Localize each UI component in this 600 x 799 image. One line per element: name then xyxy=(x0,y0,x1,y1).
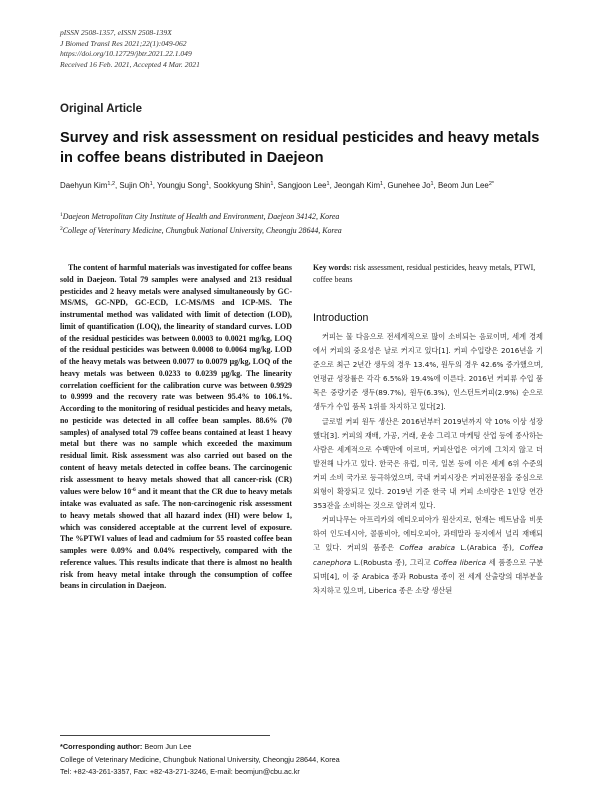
intro-paragraph: 커피나무는 아프리카의 에티오피아가 원산지로, 현재는 베트남을 비롯하여 인도네시아, 콜롬비아, 에티오피아, 과테말라 등지에서 널리 재배되고 있다. 커피의 품종은 Coffea arabica L.(Arabica 종), Coffea canephora L.(Robusta 종), 그리고 Coffea liberica 세 품종으로 구분되며[4], 이 중 Arabica 종과 Robusta 종이 전 세계 산출량의 대부분을 차지하고 있으며, Liberica 종은 소량 생산된 xyxy=(313,515,543,595)
abstract xyxy=(60,262,292,592)
corresponding-author xyxy=(60,741,340,779)
journal-citation: J Biomed Transl Res 2021;22(1):049-062 xyxy=(60,38,187,48)
keywords xyxy=(313,262,543,285)
introduction-heading: Introduction xyxy=(313,312,369,324)
abstract-text: The content of harmful materials was investigated for coffee beans sold in Daejeon. Total 79 samples were analysed and 213 residual pesticides and 2 heavy metals were analysed simultaneously by GC-MS/MS, GC-NPD, GC-ECD, LC-MS/MS and ICP-MS. The instrumental method was validated with limit of detection (LOD), limit of quantification (LOQ), the linearity of standard curves. LOD of the residual pesticides was between 0.0003 to 0.0021 mg/kg, LOQ of the residual pesticides was between 0.0008 to 0.0064 mg/kg. LOD of the heavy metals was between 0.0077 to 0.0079 μg/kg, LOQ of the heavy metals was between 0.0233 to 0.0239 μg/kg. The linearity correlation coefficient for the calibration curve was between 0.9929 to 0.9999 and the recovery rate was between 95.4% to 106.1%. According to the monitoring of residual pesticides and heavy metals, no pesticide was detected in all coffee bean samples. 88.6% (70 samples) of analysed total 79 coffee beans contained at least 1 heavy metal but there was no sample which exceeded the maximum residual limit. Risk assessment was also carried out based on the content of heavy metals detected in coffee beans. The carcinogenic risk assessment to heavy metals showed that all cancer-risk (CR) values were below $10^{-6}$ and it meant that the CR due to heavy metals intake was evaluated as safe. The non-carcinogenic risk assessment to heavy metals showed that all hazard index (HI) were below 1, which was considered acceptable at the current level of exposure. The %PTWI values of lead and cadmium for 55 roasted coffee bean samples were 0.09% and 0.04% respectively, compared with the reference values. This results indicate that there is almost no health risk from heavy metal intake through the consumption of coffee beans in circulation in Daejeon. xyxy=(60,263,292,591)
affiliation: $^1$Daejeon Metropolitan City Institute of Health and Environment, Daejeon 34142, Korea xyxy=(60,212,340,221)
corresponding-address: College of Veterinary Medicine, Chungbuk National University, Cheongju 28644, Korea xyxy=(60,754,340,764)
keywords-text: risk assessment, residual pesticides, heavy metals, PTWI, coffee beans xyxy=(313,263,536,284)
paper-title: Survey and risk assessment on residual pesticides and heavy metals in coffee beans distributed in Daejeon xyxy=(60,130,540,166)
author: Sangjoon Lee$^1$, xyxy=(277,181,334,190)
intro-paragraph: 글로벌 커피 원두 생산은 2016년부터 2019년까지 약 10% 이상 성장했다[3]. 커피의 재배, 가공, 거래, 운송 그리고 마케팅 산업 등에 종사하는 사람은 세계적으로 수백만에 이르며, 커피산업은 여기에 그치지 않고 더 발전해 나가고 있다. 한국은 유럽, 미국, 일본 등에 이은 세계 6위 수준의 커피 소비 국가로 등극하였으며, 국내 커피시장은 커피전문점을 중심으로 외형이 확장되고 있다. 2019년 기준 한국 내 커피 소비량은 1인당 연간 353잔을 소비하는 것으로 알려져 있다. xyxy=(313,416,543,511)
corresponding-contact: Tel: +82-43-261-3357, Fax: +82-43-271-3246, E-mail: beomjun@cbu.ac.kr xyxy=(60,767,300,777)
author: Daehyun Kim$^{1,2}$, xyxy=(60,181,120,190)
author: Sujin Oh$^1$, xyxy=(119,181,157,190)
introduction-body xyxy=(313,330,543,598)
affiliation: $^2$College of Veterinary Medicine, Chungbuk National University, Cheongju 28644, Korea xyxy=(60,226,342,235)
issn-line: pISSN 2508-1357, eISSN 2508-139X xyxy=(60,28,172,37)
footer-divider xyxy=(60,735,270,736)
article-type: Original Article xyxy=(60,103,143,115)
intro-paragraph: 커피는 물 다음으로 전세계적으로 많이 소비되는 음료이며, 세계 경제에서 커피의 중요성은 날로 커지고 있다[1]. 커피 수입량은 2016년을 기준으로 최근 2년간 생두의 경우 13.4%, 원두의 경우 42.6% 증가했으며, 연평균 성장률은 각각 6.5%와 19.4%에 이른다. 2016년 커피류 수입 품목은 중량기준 생두(89.7%), 원두(6.3%), 인스턴트커피(2.9%) 순으로 생두가 수입 품목 1위를 차지하고 있다[2]. xyxy=(313,332,543,412)
author: Gunehee Jo$^1$, xyxy=(387,181,438,190)
corresponding-label: *Corresponding author: xyxy=(60,742,143,751)
author-list xyxy=(60,178,560,192)
journal-meta xyxy=(60,28,200,70)
affiliations xyxy=(60,209,342,237)
corresponding-name: Beom Jun Lee xyxy=(142,742,192,751)
doi-link[interactable]: https://doi.org/10.12729/jbtr.2021.22.1.049 xyxy=(60,49,192,59)
author: Youngju Song$^1$, xyxy=(157,181,214,190)
corresponding-line xyxy=(60,741,340,754)
received-date: Received 16 Feb. 2021, Accepted 4 Mar. 2021 xyxy=(60,59,200,69)
author: Sookkyung Shin$^1$, xyxy=(213,181,278,190)
author: Jeongah Kim$^1$, xyxy=(333,181,388,190)
author: Beom Jun Lee$^{2*}$ xyxy=(437,181,495,190)
keywords-label: Key words: xyxy=(313,263,352,272)
